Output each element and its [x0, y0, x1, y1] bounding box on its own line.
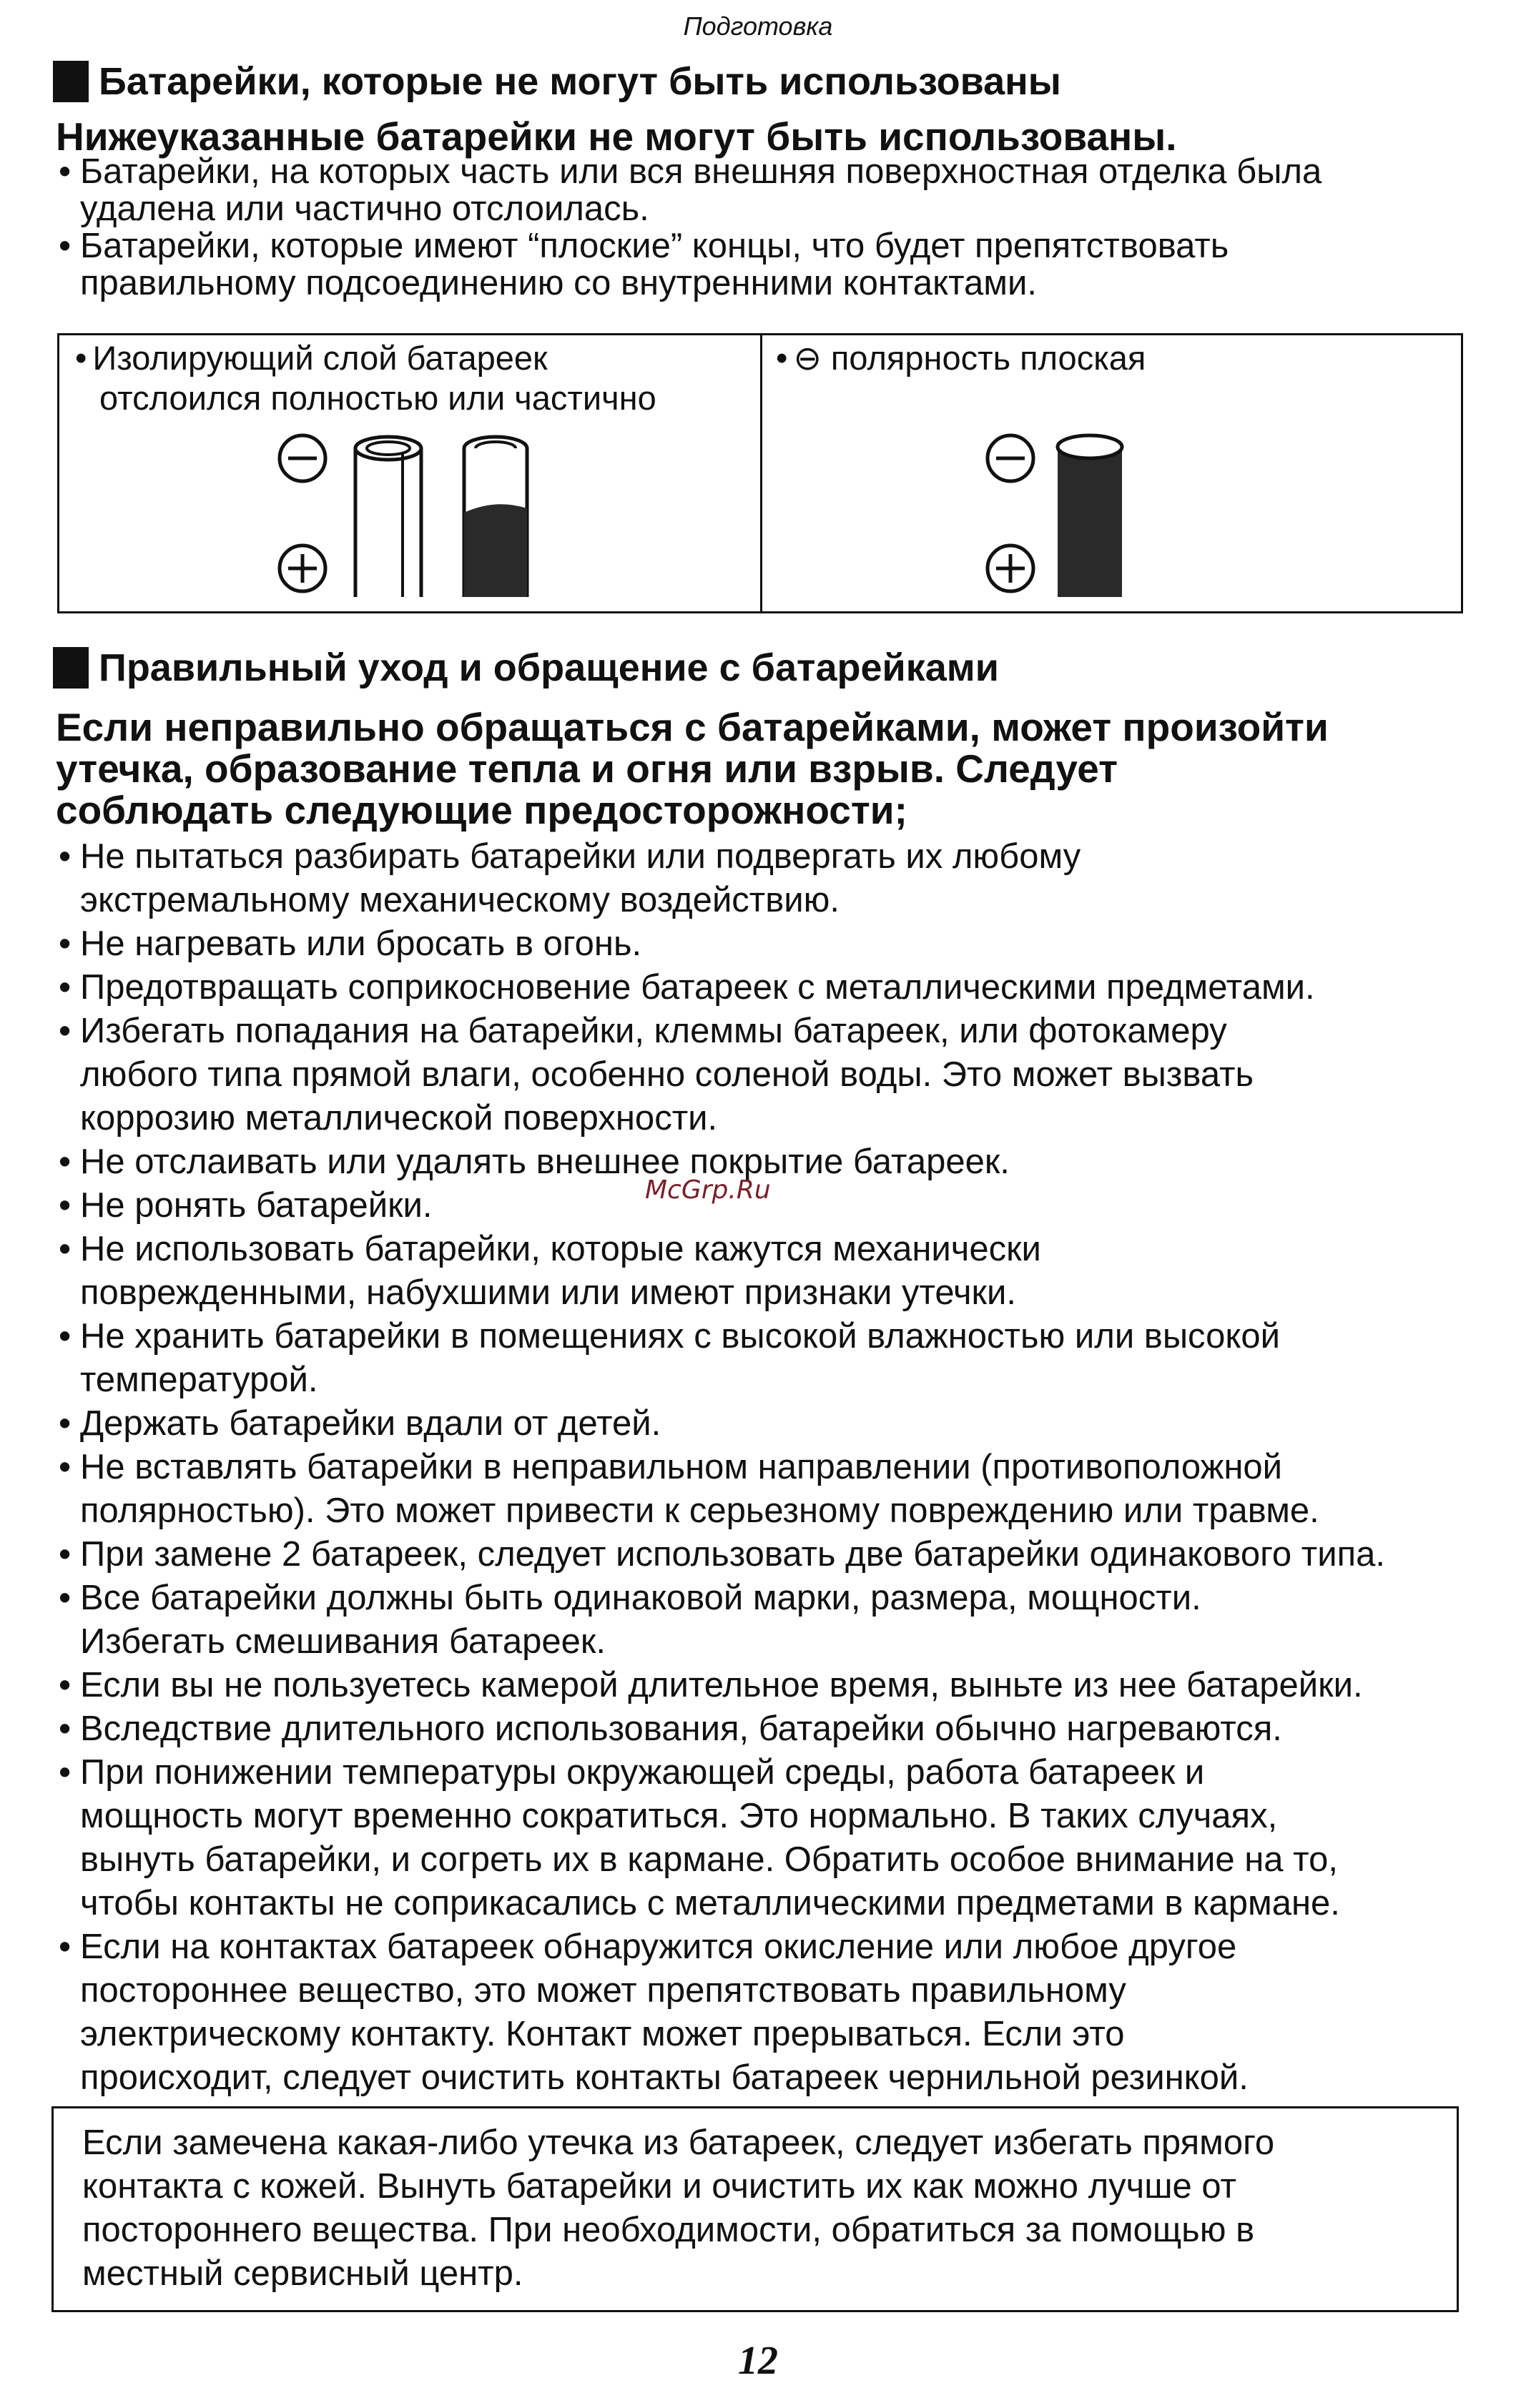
bullet-dot: • [59, 1928, 72, 1966]
section-heading-text: Правильный уход и обращение с батарейками [99, 646, 999, 689]
list-item-line: мощность могут временно сократиться. Это нормально. В таких случаях, [80, 1797, 1278, 1835]
section1-bullet-list [56, 153, 1493, 302]
list-item-line: Избегать смешивания батареек. [80, 1622, 606, 1661]
left-cell-caption: • Изолирующий слой батареек отслоился полностью или частично [75, 339, 656, 417]
bullet-dot: • [59, 1448, 72, 1486]
list-item-line: Батарейки, которые имеют “плоские” концы, что будет препятствовать [80, 227, 1229, 265]
left-caption-line-1: Изолирующий слой батареек [92, 339, 548, 377]
watermark: McGrp.Ru [645, 1175, 771, 1205]
list-item-line: Если на контактах батареек обнаружится окисление или любое другое [80, 1928, 1237, 1966]
minus-terminal-icon [280, 435, 325, 481]
section-heading-battery-care [53, 646, 999, 689]
list-item-line: Не отслаивать или удалять внешнее покрытие батареек. [80, 1143, 1010, 1181]
section2-lead-line: соблюдать следующие предосторожности; [56, 788, 907, 832]
battery-flat-end-icon [1058, 435, 1122, 597]
minus-terminal-icon [988, 435, 1033, 481]
list-item-line: правильному подсоединению со внутренними контактами. [80, 264, 1037, 302]
battery-figure-table [57, 333, 1463, 613]
list-item [56, 1576, 1493, 1664]
table-divider [760, 335, 762, 611]
list-item [56, 1751, 1493, 1925]
bullet-dot: • [59, 1143, 72, 1181]
list-item-line: Не вставлять батарейки в неправильном направлении (противоположной [80, 1448, 1283, 1486]
section2-lead-line: утечка, образование тепла и огня или взрыв. Следует [56, 746, 1118, 791]
list-item [56, 1664, 1493, 1707]
plus-terminal-icon [280, 546, 325, 591]
list-item-line: Держать батарейки вдали от детей. [80, 1404, 661, 1443]
list-item [56, 966, 1493, 1010]
list-item-line: Избегать попадания на батарейки, клеммы батареек, или фотокамеру [80, 1012, 1227, 1050]
list-item [56, 835, 1493, 922]
bullet-dot: • [59, 152, 72, 191]
bullet-dot: • [59, 1186, 72, 1225]
list-item-line: температурой. [80, 1361, 318, 1399]
list-item-line: Вследствие длительного использования, батарейки обычно нагреваются. [80, 1709, 1282, 1748]
list-item-line: Батарейки, на которых часть или вся внешняя поверхностная отделка была [80, 152, 1322, 191]
section2-lead-line: Если неправильно обращаться с батарейками, может произойти [56, 705, 1329, 749]
section2-bullet-list [56, 835, 1493, 2100]
list-item-line: происходит, следует очистить контакты батареек чернильной резинкой. [80, 2058, 1249, 2097]
notice-line: постороннего вещества. При необходимости, обратиться за помощью в [82, 2211, 1255, 2249]
minus-polarity-icon: ⊖ [793, 339, 822, 377]
list-item-line: удалена или частично отслоилась. [80, 189, 649, 228]
list-item [56, 1228, 1493, 1315]
plus-terminal-icon [988, 546, 1033, 591]
list-item [56, 1140, 1493, 1184]
list-item-line: Не ронять батарейки. [80, 1186, 433, 1225]
bullet-dot: • [59, 968, 72, 1007]
list-item [56, 1402, 1493, 1446]
bullet-dot: • [59, 1535, 72, 1574]
notice-line: местный сервисный центр. [82, 2254, 523, 2293]
left-caption-line-2: отслоился полностью или частично [99, 379, 656, 417]
bullet-dot: • [59, 1404, 72, 1443]
list-item-line: полярностью). Это может привести к серьезному повреждению или травме. [80, 1491, 1319, 1530]
list-item-line: Не нагревать или бросать в огонь. [80, 924, 642, 963]
bullet-dot: • [59, 1230, 72, 1268]
notice-line: контакта с кожей. Вынуть батарейки и очистить их как можно лучше от [82, 2167, 1236, 2206]
list-item [56, 1010, 1493, 1140]
right-caption-text: полярность плоская [830, 339, 1146, 377]
list-item [56, 1707, 1493, 1751]
notice-line: Если замечена какая-либо утечка из батареек, следует избегать прямого [82, 2123, 1275, 2162]
list-item [56, 1446, 1493, 1533]
bullet-dot: • [59, 924, 72, 963]
list-item [56, 227, 1493, 302]
bullet-dot: • [59, 1012, 72, 1050]
running-head: Подготовка [683, 11, 833, 41]
list-item-line: электрическому контакту. Контакт может прерываться. Если это [80, 2015, 1125, 2053]
list-item-line: Не хранить батарейки в помещениях с высокой влажностью или высокой [80, 1317, 1280, 1356]
bullet-dot: • [59, 837, 72, 876]
peeled-battery-illustration [274, 428, 617, 607]
section-heading-unusable-batteries [53, 60, 1061, 103]
section-heading-text: Батарейки, которые не могут быть использованы [99, 60, 1061, 103]
section1-lead: Нижеуказанные батарейки не могут быть использованы. [56, 114, 1177, 159]
list-item [56, 1925, 1493, 2100]
bullet-dot: • [59, 1579, 72, 1617]
flat-end-battery-illustration [982, 428, 1196, 607]
battery-partially-peeled-icon [464, 437, 527, 597]
list-item [56, 922, 1493, 966]
list-item-line: поврежденными, набухшими или имеют признаки утечки. [80, 1273, 1016, 1312]
right-cell-caption: • ⊖ полярность плоская [776, 339, 1146, 377]
leak-notice-box [51, 2106, 1459, 2312]
list-item-line: любого типа прямой влаги, особенно соленой воды. Это может вызвать [80, 1055, 1254, 1094]
battery-peeled-icon [355, 437, 421, 597]
section-marker-icon [53, 647, 89, 689]
page-number: 12 [738, 2339, 778, 2383]
list-item [56, 1315, 1493, 1402]
bullet-dot: • [59, 1317, 72, 1356]
list-item [56, 1184, 1493, 1228]
bullet-dot: • [59, 1709, 72, 1748]
list-item-line: вынуть батарейки, и согреть их в кармане. Обратить особое внимание на то, [80, 1840, 1338, 1879]
bullet-dot: • [59, 1753, 72, 1792]
list-item [56, 153, 1493, 227]
bullet-dot: • [59, 227, 72, 265]
list-item-line: коррозию металлической поверхности. [80, 1099, 718, 1138]
list-item-line: постороннее вещество, это может препятствовать правильному [80, 1971, 1126, 2010]
list-item-line: Если вы не пользуетесь камерой длительное время, выньте из нее батарейки. [80, 1666, 1363, 1704]
section-marker-icon [53, 61, 89, 102]
list-item-line: Не использовать батарейки, которые кажутся механически [80, 1230, 1041, 1268]
list-item-line: экстремальному механическому воздействию. [80, 881, 840, 919]
section2-lead [56, 706, 1486, 831]
list-item [56, 1533, 1493, 1576]
list-item-line: Не пытаться разбирать батарейки или подвергать их любому [80, 837, 1081, 876]
list-item-line: чтобы контакты не соприкасались с металлическими предметами в кармане. [80, 1884, 1340, 1923]
list-item-line: При замене 2 батареек, следует использовать две батарейки одинакового типа. [80, 1535, 1385, 1574]
list-item-line: Все батарейки должны быть одинаковой марки, размера, мощности. [80, 1579, 1201, 1617]
list-item-line: Предотвращать соприкосновение батареек с металлическими предметами. [80, 968, 1315, 1007]
bullet-dot: • [59, 1666, 72, 1704]
list-item-line: При понижении температуры окружающей среды, работа батареек и [80, 1753, 1205, 1792]
